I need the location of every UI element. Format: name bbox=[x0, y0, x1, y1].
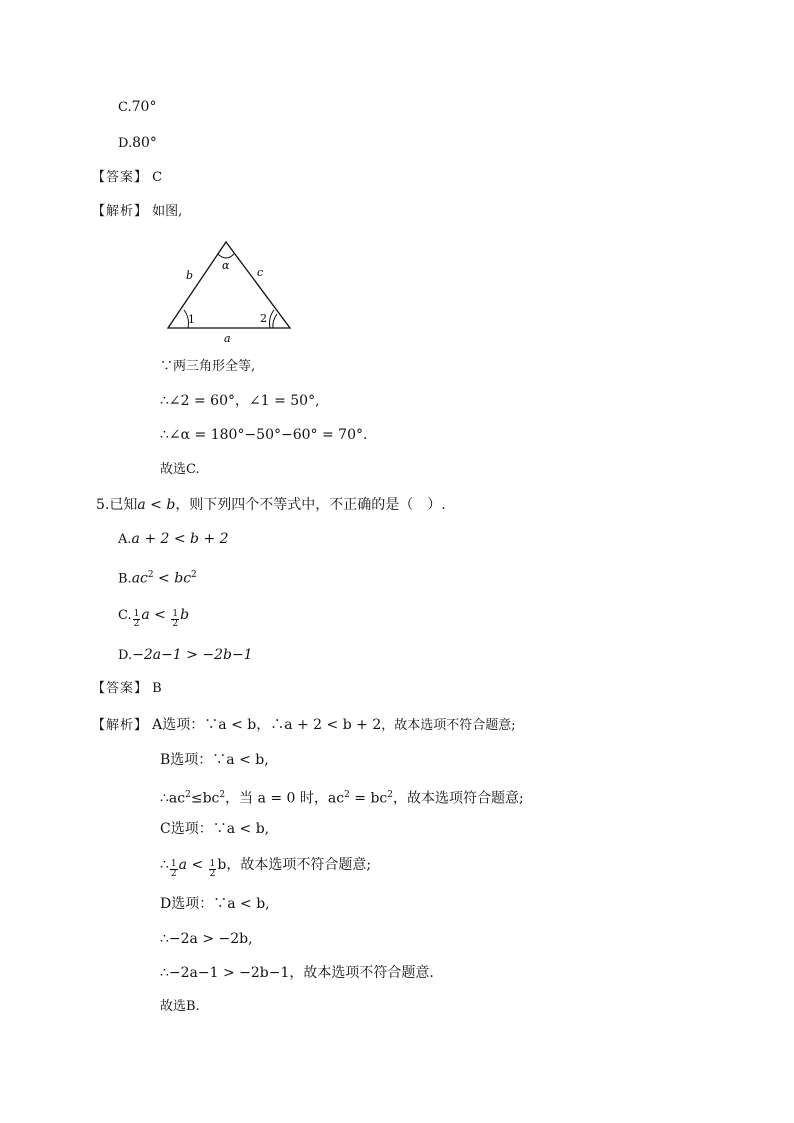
analysis-tag: 【解析】 bbox=[92, 718, 149, 733]
exponent: 2 bbox=[191, 570, 197, 580]
fraction-half: $\frac{1}{2}$ bbox=[209, 859, 216, 879]
question-number: 5. bbox=[96, 497, 110, 513]
option-c bbox=[118, 98, 156, 117]
triangle-outline bbox=[168, 242, 290, 328]
q5-option-b bbox=[118, 566, 197, 588]
option-text: a + 2 < b + 2 bbox=[131, 531, 229, 547]
q4-step-4 bbox=[160, 461, 200, 479]
angle-2-arc-inner bbox=[273, 314, 277, 328]
answer-tag: 【答案】 bbox=[92, 170, 149, 185]
q5-analysis-line-6: D选项：∵a < b, bbox=[160, 896, 270, 912]
q5-analysis-line-4: C选项：∵a < b, bbox=[160, 821, 270, 837]
exponent: 2 bbox=[387, 790, 394, 800]
option-text: 70° bbox=[131, 99, 157, 115]
q5-option-d bbox=[118, 646, 253, 665]
q5-answer-line bbox=[92, 680, 162, 698]
option-letter: C. bbox=[118, 608, 132, 623]
stem-condition: a < b bbox=[137, 497, 176, 513]
answer-value: C bbox=[152, 170, 163, 185]
exponent: 2 bbox=[219, 790, 226, 800]
side-c-label: c bbox=[257, 266, 264, 279]
fraction-half: $\frac{1}{2}$ bbox=[172, 609, 179, 629]
q4-step-2: ∴∠2 = 60°，∠1 = 50°, bbox=[160, 393, 320, 409]
q5-analysis-line-9: 故选B. bbox=[160, 999, 200, 1014]
option-letter: D. bbox=[118, 648, 133, 663]
exponent: 2 bbox=[344, 790, 350, 800]
q5-analysis-line-5: ∴ $\frac{1}{2}$ a < $\frac{1}{2}$ b，故本选项不符合题意; bbox=[160, 857, 372, 879]
answer-tag: 【答案】 bbox=[92, 681, 149, 696]
q5-analysis-line-1 bbox=[92, 716, 516, 735]
option-lhs: ac bbox=[131, 570, 148, 587]
stem-suffix: ，则下列四个不等式中，不正确的是（ ）. bbox=[175, 497, 446, 513]
q5-option-a bbox=[118, 530, 229, 549]
conclusion-text: 故选 bbox=[160, 462, 187, 477]
q5-analysis-line-8: ∴−2a−1 > −2b−1，故本选项不符合题意. bbox=[160, 965, 434, 981]
option-text: −2a−1 > −2b−1 bbox=[132, 647, 253, 663]
option-letter: D. bbox=[118, 136, 133, 151]
exponent: 2 bbox=[185, 790, 191, 800]
angle-alpha-label: α bbox=[222, 259, 230, 272]
option-rhs: < bc bbox=[153, 570, 192, 587]
side-b-label: b bbox=[186, 269, 194, 282]
angle-1-label: 1 bbox=[188, 313, 195, 326]
analysis-text: ，故本选项不符合题意; bbox=[381, 718, 516, 733]
q5-stem bbox=[96, 496, 446, 514]
analysis-line bbox=[92, 203, 182, 221]
q5-analysis-line-3: $\therefore ac^2\le bc^2$，当 a = 0 时，$ac^2 = bc^2$，故本选项符合题意; bbox=[160, 790, 524, 807]
triangle-figure bbox=[160, 236, 300, 348]
option-text: 80° bbox=[132, 135, 157, 151]
option-d bbox=[118, 134, 157, 153]
angle-2-label: 2 bbox=[260, 312, 267, 325]
answer-value: B bbox=[152, 681, 162, 696]
side-a-label: a bbox=[224, 332, 231, 345]
q5-analysis-line-2: B选项：∵a < b, bbox=[160, 752, 269, 768]
option-letter: A. bbox=[118, 532, 132, 547]
analysis-tag: 【解析】 bbox=[92, 204, 149, 219]
q4-step-1: ∵两三角形全等, bbox=[160, 359, 256, 374]
stem-prefix: 已知 bbox=[109, 497, 138, 513]
option-letter: B. bbox=[118, 571, 132, 587]
analysis-text: A选项：∵a < b，∴a + 2 < b + 2 bbox=[152, 717, 382, 733]
analysis-intro: 如图, bbox=[152, 204, 183, 219]
answer-line bbox=[92, 169, 162, 187]
exponent: 2 bbox=[147, 570, 154, 580]
angle-alpha-arc bbox=[218, 254, 234, 258]
conclusion-answer: C. bbox=[186, 462, 200, 477]
q5-option-c bbox=[118, 606, 189, 629]
option-text: b bbox=[180, 607, 190, 623]
fraction-half: $\frac{1}{2}$ bbox=[170, 859, 177, 879]
option-letter: C. bbox=[118, 100, 132, 115]
fraction-half: $\frac{1}{2}$ bbox=[133, 609, 140, 629]
q5-analysis-line-7: ∴−2a > −2b, bbox=[160, 931, 253, 947]
q4-step-3: ∴∠α = 180°−50°−60° = 70°. bbox=[160, 427, 368, 443]
option-text: a < bbox=[141, 607, 171, 623]
